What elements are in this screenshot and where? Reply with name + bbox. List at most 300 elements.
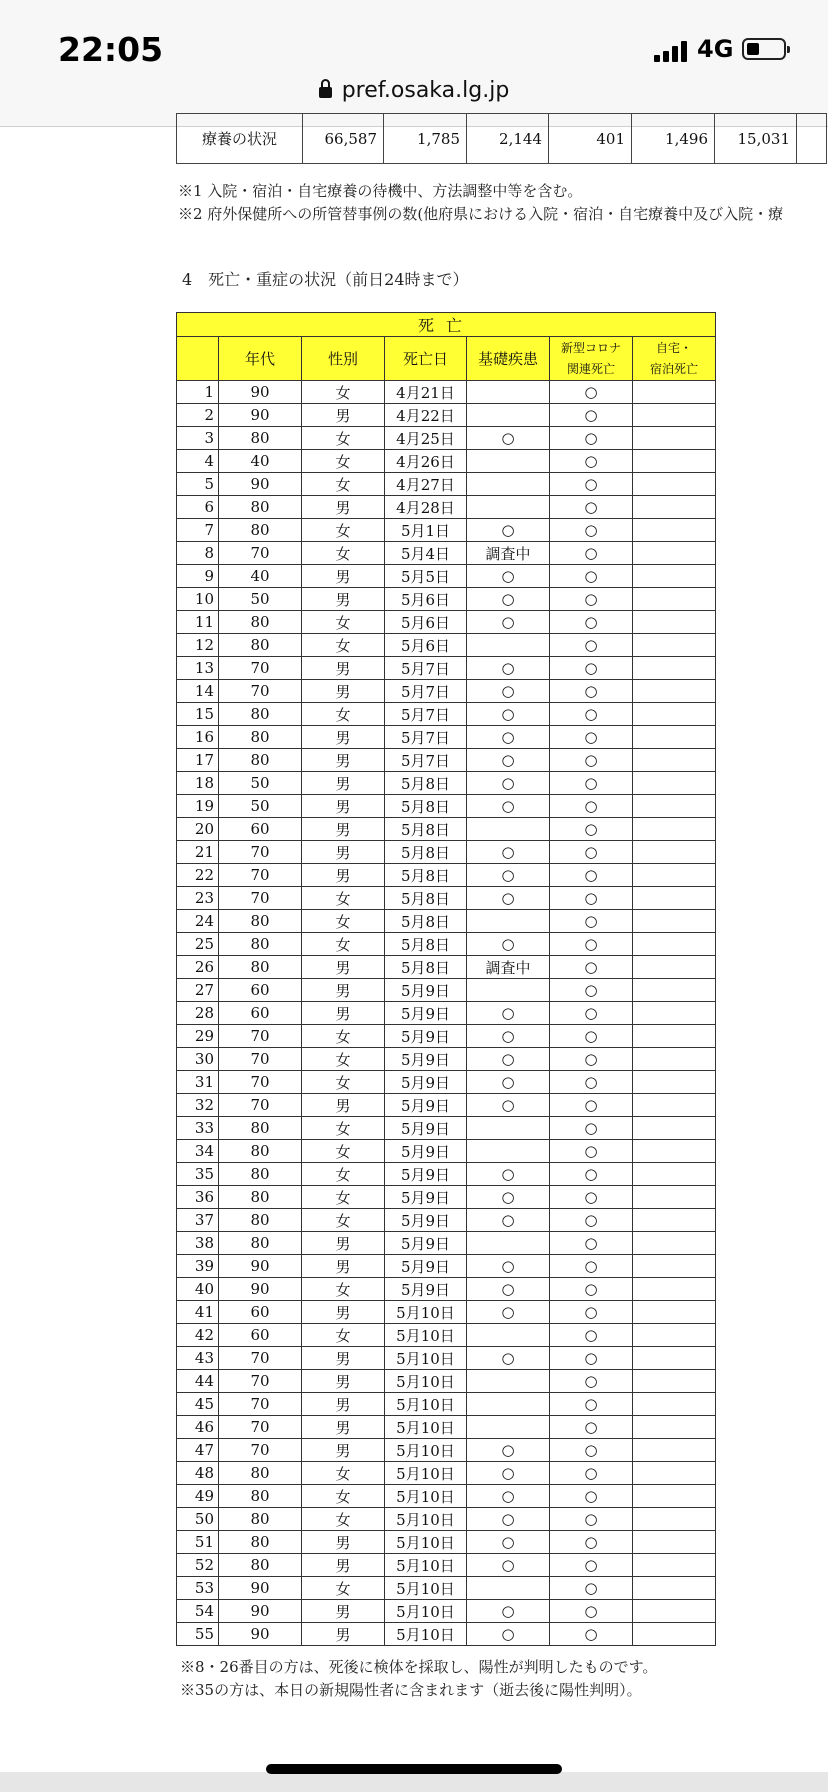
home-indicator[interactable] [266,1764,562,1774]
cell-date: 5月5日 [385,565,467,588]
table-row [177,1623,716,1646]
cell-date: 4月22日 [385,404,467,427]
table-row [177,772,716,795]
cell-home [633,933,716,956]
cell-corona: ○ [550,1071,633,1094]
cell-age: 70 [219,887,302,910]
clock: 22:05 [58,30,164,69]
cell-sex: 女 [302,519,385,542]
cell-age: 80 [219,1186,302,1209]
cell-age: 40 [219,450,302,473]
cell-corona: ○ [550,1140,633,1163]
table-row [177,841,716,864]
cell-no: 37 [177,1209,219,1232]
cell-sex: 男 [302,795,385,818]
cell-disease: ○ [467,749,550,772]
cell-disease: ○ [467,887,550,910]
cell-no: 52 [177,1554,219,1577]
cell-date: 5月9日 [385,1094,467,1117]
cell-sex: 男 [302,726,385,749]
address-bar[interactable] [0,78,828,103]
cell-age: 40 [219,565,302,588]
cell-disease [467,381,550,404]
cell-age: 50 [219,588,302,611]
table-row [177,979,716,1002]
cell-date: 5月9日 [385,1232,467,1255]
cell-disease: ○ [467,795,550,818]
cell-corona: ○ [550,1255,633,1278]
cell-date: 5月8日 [385,818,467,841]
cell-disease: ○ [467,427,550,450]
footnote: ※35の方は、本日の新規陽性者に含まれます（逝去後に陽性判明）。 [180,1681,642,1699]
cell-sex: 男 [302,818,385,841]
cell-home [633,680,716,703]
cell-age: 70 [219,864,302,887]
cell-no: 12 [177,634,219,657]
cell-sex: 女 [302,1278,385,1301]
cell-sex: 男 [302,1002,385,1025]
cell-home [633,1600,716,1623]
cell-home [633,1531,716,1554]
cell-home [633,1370,716,1393]
cell-no: 19 [177,795,219,818]
cell-home [633,1002,716,1025]
header-line: 新型コロナ [560,340,621,355]
cell-corona: ○ [550,979,633,1002]
cell-no: 16 [177,726,219,749]
cell-date: 5月10日 [385,1393,467,1416]
cell-corona: ○ [550,1485,633,1508]
cell-date: 5月4日 [385,542,467,565]
cell-no: 24 [177,910,219,933]
summary-label: 療養の状況 [177,114,303,164]
cell-home [633,519,716,542]
cell-no: 39 [177,1255,219,1278]
cell-disease: ○ [467,1347,550,1370]
cell-age: 60 [219,1324,302,1347]
cell-home [633,1577,716,1600]
cell-no: 29 [177,1025,219,1048]
cell-corona: ○ [550,404,633,427]
table-row [177,634,716,657]
cell-home [633,1255,716,1278]
cell-date: 5月6日 [385,634,467,657]
cell-age: 80 [219,726,302,749]
cell-no: 51 [177,1531,219,1554]
cell-home [633,1623,716,1646]
cell-home [633,542,716,565]
cell-corona: ○ [550,749,633,772]
table-row [177,1508,716,1531]
table-row [177,1324,716,1347]
cell-age: 70 [219,1370,302,1393]
cell-home [633,910,716,933]
cell-disease: ○ [467,1278,550,1301]
table-row [177,1416,716,1439]
section-title: 4 死亡・重症の状況（前日24時まで） [182,270,469,289]
cell-disease [467,404,550,427]
cell-corona: ○ [550,956,633,979]
cell-age: 80 [219,634,302,657]
cell-date: 5月9日 [385,1140,467,1163]
table-row [177,1577,716,1600]
cell-age: 90 [219,1255,302,1278]
cell-date: 5月7日 [385,726,467,749]
table-row [177,910,716,933]
cell-date: 5月7日 [385,749,467,772]
cell-disease [467,1393,550,1416]
cell-age: 80 [219,1163,302,1186]
cell-age: 70 [219,841,302,864]
url-text: pref.osaka.lg.jp [341,78,510,103]
table-row [177,588,716,611]
table-row [177,611,716,634]
cell-sex: 女 [302,381,385,404]
cell-date: 5月1日 [385,519,467,542]
cell-age: 80 [219,611,302,634]
cell-disease: ○ [467,841,550,864]
cell-home [633,1462,716,1485]
cell-disease: ○ [467,1439,550,1462]
cell-sex: 女 [302,1140,385,1163]
cell-date: 5月9日 [385,1048,467,1071]
cell-age: 80 [219,427,302,450]
cell-sex: 女 [302,611,385,634]
cell-disease: 調査中 [467,956,550,979]
cell-home [633,772,716,795]
table-row [177,1094,716,1117]
cell-date: 5月10日 [385,1301,467,1324]
cell-sex: 女 [302,1025,385,1048]
cell-corona: ○ [550,1531,633,1554]
cell-sex: 男 [302,749,385,772]
table-row [177,1393,716,1416]
cell-disease [467,450,550,473]
cell-no: 44 [177,1370,219,1393]
cell-corona: ○ [550,1577,633,1600]
cell-sex: 男 [302,565,385,588]
cell-date: 5月7日 [385,657,467,680]
cell-age: 90 [219,473,302,496]
cell-disease: ○ [467,611,550,634]
cell-no: 54 [177,1600,219,1623]
cell-corona: ○ [550,1600,633,1623]
cell-corona: ○ [550,1508,633,1531]
table-row [177,726,716,749]
cell-date: 5月9日 [385,1163,467,1186]
cell-corona: ○ [550,381,633,404]
cell-disease: ○ [467,726,550,749]
table-row [177,1002,716,1025]
table-row [177,1232,716,1255]
cell-age: 90 [219,381,302,404]
cell-corona: ○ [550,933,633,956]
summary-row [177,114,827,164]
cell-corona: ○ [550,1554,633,1577]
cell-disease [467,979,550,1002]
cell-age: 70 [219,1439,302,1462]
table-row [177,427,716,450]
summary-cell [797,114,827,164]
cell-age: 50 [219,772,302,795]
super-header: 死亡 [177,313,716,337]
cell-sex: 男 [302,1554,385,1577]
cell-home [633,496,716,519]
cell-age: 60 [219,818,302,841]
signal-icon [654,40,688,62]
cell-age: 80 [219,703,302,726]
table-row [177,749,716,772]
table-row [177,864,716,887]
cell-corona: ○ [550,565,633,588]
cell-sex: 男 [302,1393,385,1416]
table-row [177,450,716,473]
cell-disease: ○ [467,565,550,588]
cell-no: 34 [177,1140,219,1163]
cell-corona: ○ [550,703,633,726]
cell-corona: ○ [550,1278,633,1301]
cell-no: 27 [177,979,219,1002]
cell-no: 47 [177,1439,219,1462]
table-row [177,1462,716,1485]
cell-sex: 女 [302,910,385,933]
table-row [177,703,716,726]
cell-date: 5月8日 [385,772,467,795]
cell-disease [467,1577,550,1600]
table-row [177,404,716,427]
cell-disease [467,1324,550,1347]
cell-no: 53 [177,1577,219,1600]
cell-corona: ○ [550,1324,633,1347]
cell-sex: 女 [302,703,385,726]
cell-date: 5月10日 [385,1623,467,1646]
cell-age: 70 [219,1393,302,1416]
cell-disease: ○ [467,1462,550,1485]
cell-home [633,1347,716,1370]
cell-home [633,1301,716,1324]
cell-sex: 女 [302,473,385,496]
table-row [177,1117,716,1140]
cell-age: 70 [219,542,302,565]
cell-sex: 女 [302,1577,385,1600]
cell-no: 28 [177,1002,219,1025]
cell-home [633,818,716,841]
table-row [177,1186,716,1209]
cell-sex: 男 [302,1439,385,1462]
cell-disease: ○ [467,933,550,956]
cell-age: 80 [219,1531,302,1554]
cell-corona: ○ [550,1232,633,1255]
cell-date: 4月21日 [385,381,467,404]
footnote: ※8・26番目の方は、死後に検体を採取し、陽性が判明したものです。 [180,1658,658,1676]
cell-no: 25 [177,933,219,956]
cell-date: 5月8日 [385,795,467,818]
cell-sex: 女 [302,542,385,565]
cell-date: 5月9日 [385,1255,467,1278]
cell-home [633,1048,716,1071]
cell-corona: ○ [550,887,633,910]
cell-no: 2 [177,404,219,427]
cell-date: 5月10日 [385,1577,467,1600]
table-row [177,381,716,404]
table-row [177,1554,716,1577]
cell-corona: ○ [550,1623,633,1646]
cell-date: 4月26日 [385,450,467,473]
table-row [177,496,716,519]
cell-no: 18 [177,772,219,795]
cell-disease: ○ [467,1600,550,1623]
table-row [177,1439,716,1462]
cell-date: 5月10日 [385,1439,467,1462]
cell-sex: 女 [302,427,385,450]
cell-sex: 女 [302,1508,385,1531]
cell-home [633,427,716,450]
cell-no: 4 [177,450,219,473]
cell-corona: ○ [550,1393,633,1416]
table-row [177,657,716,680]
cell-corona: ○ [550,1439,633,1462]
cell-sex: 女 [302,1209,385,1232]
cell-home [633,1117,716,1140]
cell-disease: ○ [467,1485,550,1508]
cell-date: 5月7日 [385,703,467,726]
cell-corona: ○ [550,795,633,818]
cell-home [633,1393,716,1416]
cell-disease: ○ [467,1048,550,1071]
table-row [177,1255,716,1278]
cell-age: 90 [219,404,302,427]
cell-corona: ○ [550,1002,633,1025]
cell-no: 33 [177,1117,219,1140]
column-header-date: 死亡日 [385,337,467,381]
cell-sex: 男 [302,1623,385,1646]
cell-sex: 女 [302,1163,385,1186]
cell-date: 5月8日 [385,910,467,933]
summary-cell: 1,496 [632,114,715,164]
cell-sex: 男 [302,1600,385,1623]
cell-corona: ○ [550,1209,633,1232]
cell-no: 40 [177,1278,219,1301]
cell-sex: 女 [302,1071,385,1094]
table-row [177,933,716,956]
cell-no: 50 [177,1508,219,1531]
table-header-row [177,337,716,381]
cell-no: 23 [177,887,219,910]
cell-corona: ○ [550,519,633,542]
cell-disease: ○ [467,703,550,726]
cell-home [633,1278,716,1301]
column-header-home [633,337,716,381]
cell-disease: ○ [467,1002,550,1025]
cell-corona: ○ [550,634,633,657]
cell-no: 42 [177,1324,219,1347]
table-row [177,542,716,565]
cell-sex: 女 [302,1117,385,1140]
cell-date: 5月10日 [385,1347,467,1370]
cell-home [633,381,716,404]
header-line: 関連死亡 [566,361,615,376]
cell-disease: 調査中 [467,542,550,565]
table-row [177,565,716,588]
footnote: ※2 府外保健所への所管替事例の数(他府県における入院・宿泊・自宅療養中及び入院・療 [178,205,784,223]
table-row [177,956,716,979]
cell-age: 70 [219,680,302,703]
table-row [177,1048,716,1071]
cell-date: 4月28日 [385,496,467,519]
cell-home [633,956,716,979]
cell-no: 1 [177,381,219,404]
table-row [177,1140,716,1163]
cell-sex: 女 [302,1186,385,1209]
cell-corona: ○ [550,772,633,795]
cell-age: 80 [219,1554,302,1577]
cell-home [633,473,716,496]
cell-sex: 男 [302,1531,385,1554]
cell-no: 45 [177,1393,219,1416]
cell-disease: ○ [467,1554,550,1577]
cell-age: 70 [219,1347,302,1370]
cell-age: 80 [219,1485,302,1508]
cell-age: 70 [219,1071,302,1094]
cell-sex: 男 [302,772,385,795]
cell-no: 21 [177,841,219,864]
cell-sex: 男 [302,1416,385,1439]
summary-table [176,113,827,164]
summary-cell: 401 [549,114,632,164]
cell-home [633,1140,716,1163]
browser-status-bar [0,0,828,127]
cell-age: 80 [219,910,302,933]
cell-corona: ○ [550,450,633,473]
cell-corona: ○ [550,1186,633,1209]
cell-date: 5月9日 [385,1002,467,1025]
cell-home [633,1025,716,1048]
cell-no: 7 [177,519,219,542]
cell-no: 10 [177,588,219,611]
cell-no: 36 [177,1186,219,1209]
cell-date: 5月9日 [385,1278,467,1301]
cell-home [633,1416,716,1439]
cell-corona: ○ [550,1025,633,1048]
cell-home [633,979,716,1002]
cell-disease: ○ [467,864,550,887]
table-row [177,1531,716,1554]
death-table [176,312,716,1646]
cell-disease: ○ [467,1255,550,1278]
cell-disease [467,1370,550,1393]
summary-cell: 15,031 [715,114,797,164]
cell-date: 5月8日 [385,933,467,956]
cell-corona: ○ [550,473,633,496]
cell-home [633,795,716,818]
network-type: 4G [697,35,734,63]
cell-no: 35 [177,1163,219,1186]
table-row [177,795,716,818]
cell-sex: 女 [302,1462,385,1485]
cell-home [633,887,716,910]
cell-age: 80 [219,1232,302,1255]
cell-disease: ○ [467,1623,550,1646]
cell-home [633,657,716,680]
table-row [177,680,716,703]
cell-no: 22 [177,864,219,887]
column-header-age: 年代 [219,337,302,381]
cell-age: 70 [219,1025,302,1048]
cell-corona: ○ [550,864,633,887]
cell-date: 5月8日 [385,956,467,979]
cell-age: 70 [219,1094,302,1117]
cell-sex: 男 [302,496,385,519]
